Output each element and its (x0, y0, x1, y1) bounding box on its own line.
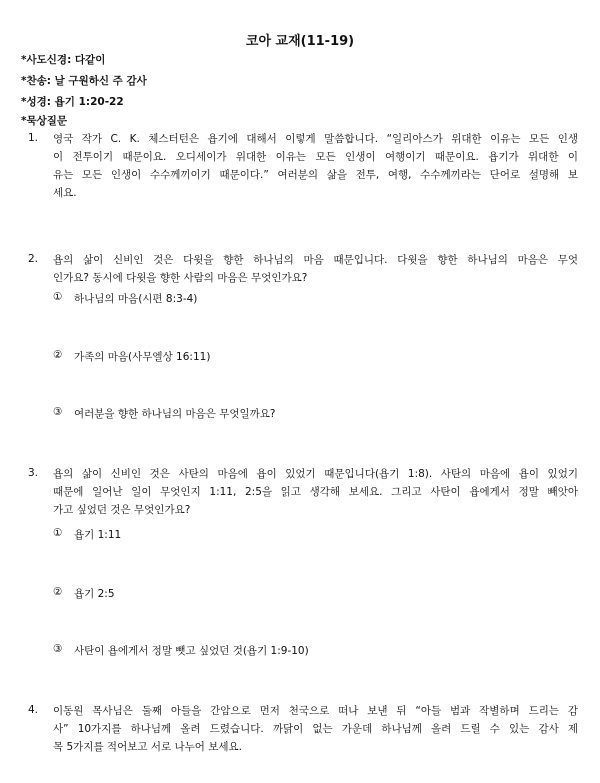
question-2-text (53, 251, 578, 287)
question-2-number: 2. (28, 253, 39, 265)
question-3-sub-2: 욥기 2:5 (74, 588, 115, 600)
question-2-sub-3: 여러분을 향한 하나님의 마음은 무엇일까요? (74, 408, 276, 420)
questions-heading: *묵상질문 (21, 115, 68, 127)
question-2-sub-2: 가족의 마음(사무엘상 16:11) (74, 351, 211, 363)
question-3-line-3: 가고 싶었던 것은 무엇인가요? (53, 504, 191, 516)
question-1-line-1: 영국 작가 C. K. 체스터턴은 욥기에 대해서 이렇게 말씀합니다. “일리아스가 위대한 이유는 모든 인생 (53, 133, 578, 145)
question-4-text (53, 702, 578, 756)
question-2-sub-1: 하나님의 마음(시편 8:3-4) (74, 293, 198, 305)
hymn-line: *찬송: 날 구원하신 주 감사 (21, 75, 147, 87)
creed-line: *사도신경: 다같이 (21, 54, 106, 66)
question-2-line-2: 인가요? 동시에 다윗을 향한 사람의 마음은 무엇인가요? (53, 272, 308, 284)
question-4-number: 4. (28, 704, 39, 716)
question-1-line-2: 이 전투이기 때문이요. 오디세이가 위대한 이유는 모든 인생이 여행이기 때문이요. 욥기가 위대한 이 (53, 151, 578, 163)
question-2-sub-2-marker: ② (53, 349, 63, 361)
question-3-sub-1: 욥기 1:11 (74, 529, 122, 541)
question-3-sub-2-marker: ② (53, 586, 63, 598)
question-3-number: 3. (28, 467, 39, 479)
question-3-sub-1-marker: ① (53, 527, 63, 539)
question-4-line-2: 사” 10가지를 하나님께 올려 드렸습니다. 까닭이 없는 가운데 하나님께 올려 드릴 수 있는 감사 제 (53, 723, 578, 735)
question-3-sub-3-marker: ③ (53, 643, 63, 655)
question-1-number: 1. (28, 132, 39, 144)
question-1-text (53, 130, 578, 202)
question-3-text (53, 465, 578, 519)
question-1-line-3: 유는 모든 인생이 수수께끼이기 때문이다.” 여러분의 삶을 전투, 여행, 수수께끼라는 단어로 설명해 보 (53, 169, 578, 181)
question-3-line-1: 욥의 삶이 신비인 것은 사탄의 마음에 욥이 있었기 때문입니다(욥기 1:8). 사탄의 마음에 욥이 있었기 (53, 468, 578, 480)
question-2-sub-3-marker: ③ (53, 406, 63, 418)
scripture-line: *성경: 욥기 1:20-22 (21, 96, 124, 108)
question-1-line-4: 세요. (53, 187, 77, 199)
question-2-line-1: 욥의 삶이 신비인 것은 다윗을 향한 하나님의 마음 때문입니다. 다윗을 향한 하나님의 마음은 무엇 (53, 254, 578, 266)
question-3-sub-3: 사탄이 욥에게서 정말 뺏고 싶었던 것(욥기 1:9-10) (74, 645, 309, 657)
question-3-line-2: 때문에 일어난 일이 무엇인지 1:11, 2:5을 읽고 생각해 보세요. 그리고 사탄이 욥에게서 정말 빼앗아 (53, 486, 578, 498)
page-title: 코아 교재(11-19) (245, 34, 355, 49)
question-4-line-3: 목 5가지를 적어보고 서로 나누어 보세요. (53, 741, 242, 753)
question-4-line-1: 이동원 목사님은 둘째 아들을 간암으로 먼저 천국으로 떠나 보낸 뒤 “아들 범과 작별하며 드리는 감 (53, 705, 578, 717)
question-2-sub-1-marker: ① (53, 291, 63, 303)
